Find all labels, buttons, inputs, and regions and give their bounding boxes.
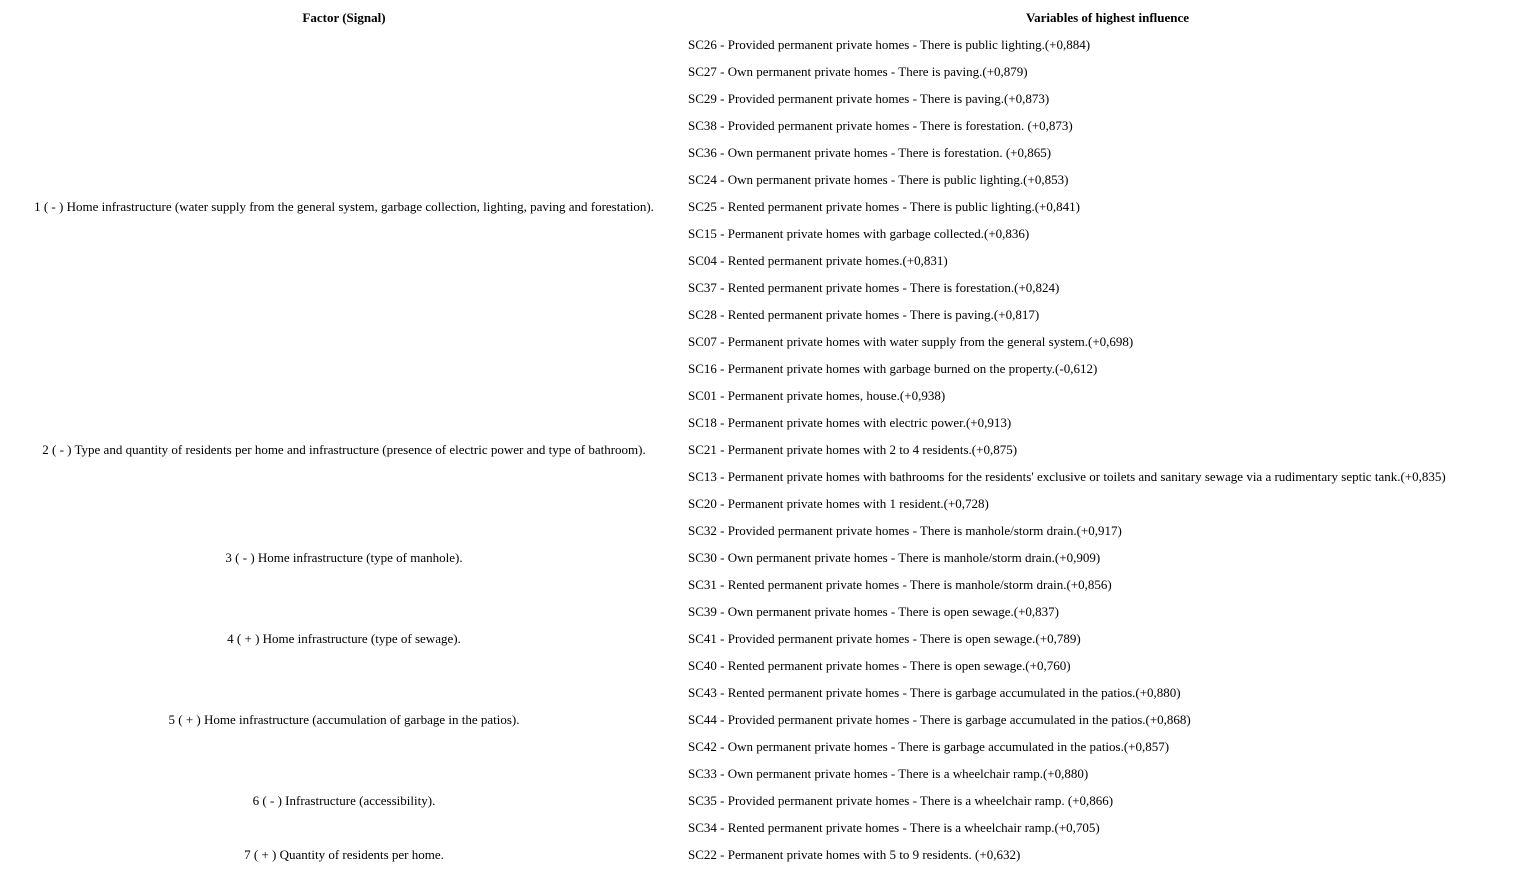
variable-item: SC28 - Rented permanent private homes - There is paving.(+0,817) (688, 306, 1040, 322)
variable-item: SC16 - Permanent private homes with garbage burned on the property.(-0,612) (688, 360, 1098, 376)
variable-item: SC40 - Rented permanent private homes - There is open sewage.(+0,760) (688, 657, 1071, 673)
variable-item: SC34 - Rented permanent private homes - There is a wheelchair ramp.(+0,705) (688, 819, 1100, 835)
variable-item: SC41 - Provided permanent private homes - There is open sewage.(+0,789) (688, 630, 1081, 646)
variable-item: SC21 - Permanent private homes with 2 to 4 residents.(+0,875) (688, 441, 1018, 457)
table-row (0, 598, 1527, 625)
variable-item: SC24 - Own permanent private homes - There is public lighting.(+0,853) (688, 171, 1069, 187)
variable-item: SC07 - Permanent private homes with water supply from the general system.(+0,698) (688, 333, 1134, 349)
variable-item: SC22 - Permanent private homes with 5 to 9 residents. (+0,632) (688, 846, 1021, 862)
factor-label: 3 ( - ) Home infrastructure (type of manhole). (225, 549, 463, 565)
table-row (0, 382, 1527, 409)
variable-item: SC13 - Permanent private homes with bathrooms for the residents' exclusive or toilets and sanitary sewage via a rudimentary septic tank.(+0,835) (688, 468, 1446, 484)
table-body (0, 31, 1527, 868)
factor-table (0, 4, 1527, 868)
factor-label: 5 ( + ) Home infrastructure (accumulation of garbage in the patios). (168, 711, 520, 727)
variable-item: SC31 - Rented permanent private homes - There is manhole/storm drain.(+0,856) (688, 576, 1112, 592)
variable-item: SC15 - Permanent private homes with garbage collected.(+0,836) (688, 225, 1030, 241)
variable-item: SC37 - Rented permanent private homes - There is forestation.(+0,824) (688, 279, 1060, 295)
variable-item: SC30 - Own permanent private homes - There is manhole/storm drain.(+0,909) (688, 549, 1101, 565)
variable-item: SC32 - Provided permanent private homes - There is manhole/storm drain.(+0,917) (688, 522, 1122, 538)
variable-item: SC38 - Provided permanent private homes - There is forestation. (+0,873) (688, 117, 1073, 133)
factor-label: 1 ( - ) Home infrastructure (water supply from the general system, garbage collection, lighting, paving and forestation). (34, 198, 654, 214)
variable-item: SC33 - Own permanent private homes - There is a wheelchair ramp.(+0,880) (688, 765, 1089, 781)
table-row (0, 841, 1527, 868)
variable-item: SC29 - Provided permanent private homes - There is paving.(+0,873) (688, 90, 1050, 106)
variable-item: SC36 - Own permanent private homes - There is forestation. (+0,865) (688, 144, 1052, 160)
variables-column-header: Variables of highest influence (1025, 9, 1190, 25)
variable-item: SC18 - Permanent private homes with electric power.(+0,913) (688, 414, 1012, 430)
table-row (0, 760, 1527, 787)
table-header-row (0, 4, 1527, 31)
variable-item: SC35 - Provided permanent private homes - There is a wheelchair ramp. (+0,866) (688, 792, 1114, 808)
variable-item: SC20 - Permanent private homes with 1 resident.(+0,728) (688, 495, 989, 511)
factor-label: 4 ( + ) Home infrastructure (type of sewage). (227, 630, 461, 646)
table-row (0, 31, 1527, 58)
variable-item: SC44 - Provided permanent private homes - There is garbage accumulated in the patios.(+0,868) (688, 711, 1191, 727)
variable-item: SC26 - Provided permanent private homes - There is public lighting.(+0,884) (688, 36, 1091, 52)
factor-column-header: Factor (Signal) (302, 9, 386, 25)
variable-item: SC25 - Rented permanent private homes - There is public lighting.(+0,841) (688, 198, 1080, 214)
table-row (0, 679, 1527, 706)
variable-item: SC42 - Own permanent private homes - There is garbage accumulated in the patios.(+0,857) (688, 738, 1170, 754)
variable-item: SC43 - Rented permanent private homes - There is garbage accumulated in the patios.(+0,880) (688, 684, 1181, 700)
factor-label: 7 ( + ) Quantity of residents per home. (244, 846, 444, 862)
variable-item: SC39 - Own permanent private homes - There is open sewage.(+0,837) (688, 603, 1059, 619)
factor-label: 6 ( - ) Infrastructure (accessibility). (252, 792, 436, 808)
factor-label: 2 ( - ) Type and quantity of residents per home and infrastructure (presence of electric power and type of bathroom). (42, 441, 646, 457)
variable-item: SC04 - Rented permanent private homes.(+0,831) (688, 252, 948, 268)
table-row (0, 517, 1527, 544)
variable-item: SC01 - Permanent private homes, house.(+0,938) (688, 387, 946, 403)
variable-item: SC27 - Own permanent private homes - There is paving.(+0,879) (688, 63, 1028, 79)
